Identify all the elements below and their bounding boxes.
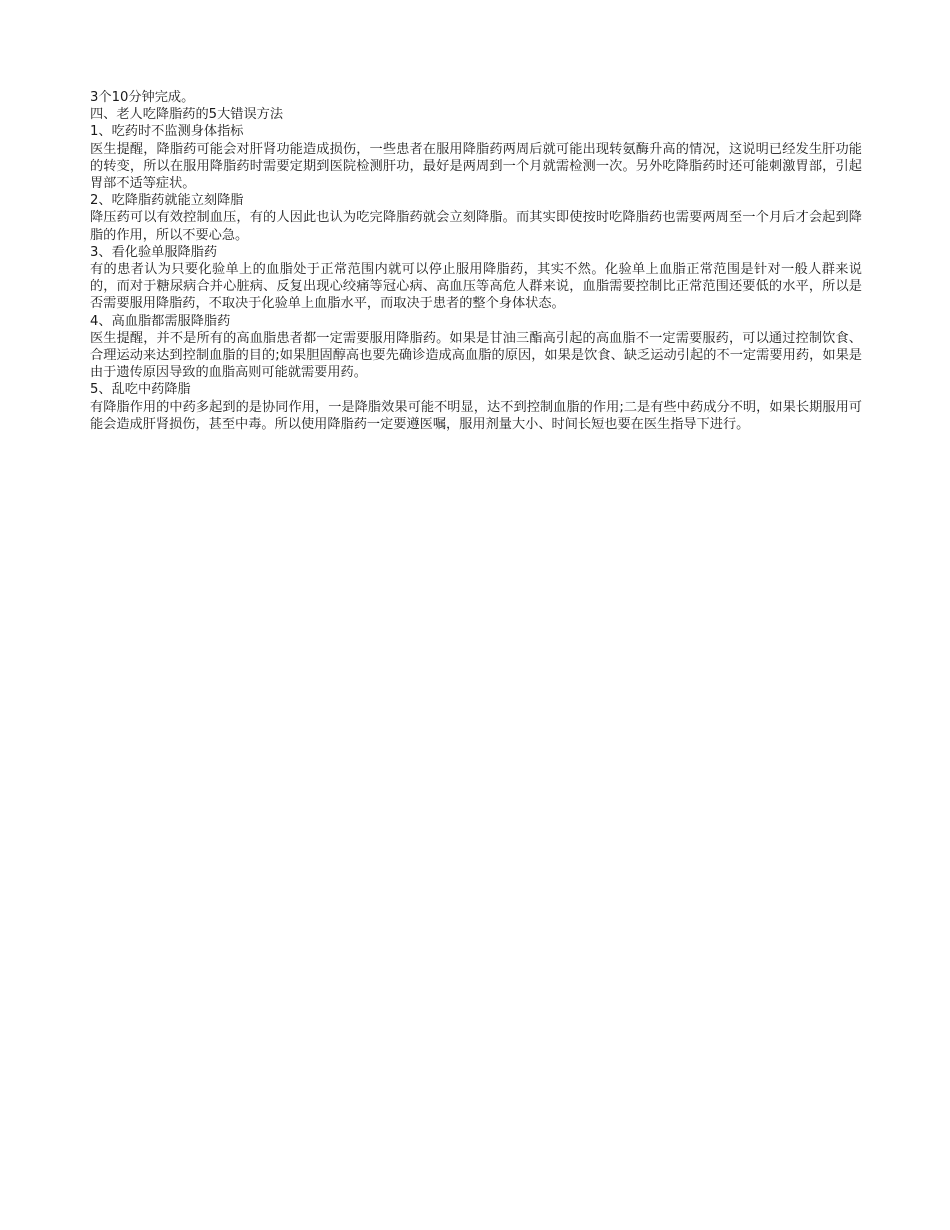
item-2-body: 降压药可以有效控制血压，有的人因此也认为吃完降脂药就会立刻降脂。而其实即使按时吃降脂药也需要两周至一个月后才会起到降脂的作用，所以不要心急。 bbox=[90, 210, 862, 243]
item-1-body: 医生提醒，降脂药可能会对肝肾功能造成损伤，一些患者在服用降脂药两周后就可能出现转氨酶升高的情况，这说明已经发生肝功能的转变，所以在服用降脂药时需要定期到医院检测肝功，最好是两周到一个月就需检测一次。另外吃降脂药时还可能刺激胃部，引起胃部不适等症状。 bbox=[90, 141, 862, 192]
item-1-heading: 1、吃药时不监测身体指标 bbox=[90, 124, 244, 140]
section-title: 四、老人吃降脂药的5大错误方法 bbox=[90, 107, 284, 123]
item-5-heading: 5、乱吃中药降脂 bbox=[90, 382, 191, 398]
item-3-heading: 3、看化验单服降脂药 bbox=[90, 244, 218, 260]
item-3-body: 有的患者认为只要化验单上的血脂处于正常范围内就可以停止服用降脂药，其实不然。化验单上血脂正常范围是针对一般人群来说的，而对于糖尿病合并心脏病、反复出现心绞痛等冠心病、高血压等高危人群来说，血脂需要控制比正常范围还要低的水平，所以是否需要服用降脂药，不取决于化验单上血脂水平，而取决于患者的整个身体状态。 bbox=[90, 262, 862, 312]
item-4-body: 医生提醒，并不是所有的高血脂患者都一定需要服用降脂药。如果是甘油三酯高引起的高血脂不一定需要服药，可以通过控制饮食、合理运动来达到控制血脂的目的;如果胆固醇高也要先确诊造成高血脂的原因，如果是饮食、缺乏运动引起的不一定需要用药，如果是由于遗传原因导致的血脂高则可能就需要用药。 bbox=[90, 330, 862, 381]
intro-line: 3个10分钟完成。 bbox=[90, 90, 195, 105]
document-body bbox=[90, 89, 862, 433]
item-4-heading: 4、高血脂都需服降脂药 bbox=[90, 313, 231, 329]
item-2-heading: 2、吃降脂药就能立刻降脂 bbox=[90, 193, 244, 209]
item-5-body: 有降脂作用的中药多起到的是协同作用，一是降脂效果可能不明显，达不到控制血脂的作用;二是有些中药成分不明，如果长期服用可能会造成肝肾损伤，甚至中毒。所以使用降脂药一定要遵医嘱，服用剂量大小、时间长短也要在医生指导下进行。 bbox=[90, 399, 862, 432]
